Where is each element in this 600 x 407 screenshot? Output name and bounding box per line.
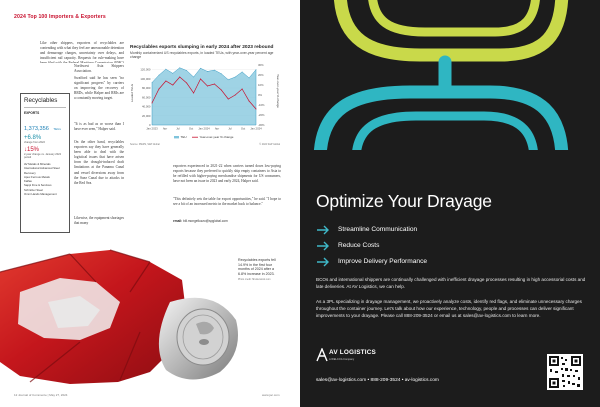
crushed-can-image [0,232,245,392]
y-left-tick-label: 80,000 [141,86,151,91]
chart-credit: © 2024 S&P Global [259,143,280,146]
company-item: Apex Ferrous Metals [24,174,50,179]
chart-source: Source: PIERS, S&P Global [130,143,160,146]
legend-swatch-teu [174,136,179,138]
ad-headline: Optimize Your Drayage [316,191,492,211]
factbox-title: Recyclables [24,97,66,108]
teu-point [172,73,173,74]
teu-point [242,72,243,73]
abstract-swirl-graphic [300,0,600,150]
teu-point [207,71,208,72]
y-left-tick-label: 100,000 [140,76,151,81]
section-tag: 2024 Top 100 Importers & Exporters [14,14,106,20]
benefit-item [316,254,427,270]
legend-pct-label: Year-over-year % change [199,135,234,140]
chart-title: Recyclables exports slumping in early 2024 after 2023 rebound [130,45,274,50]
pct-point [221,90,222,91]
chart-subtitle: Monthly containerized US recyclables exports, in loaded TEUs, with year-over-year percent age change [130,51,274,59]
teu-point [200,68,201,69]
teu-point [193,77,194,78]
company-item: Kalfas [24,179,32,184]
exports-unit: TEUs [53,127,61,131]
benefit-label: Improve Delivery Performance [338,258,428,265]
exports-value: 1,373,356 [24,126,49,132]
ad-body-paragraph-1: BCOs and international shippers are continually challenged with inefficient drayage processes resulting in high accessorial costs and late deliveries. At AV Logistics, we can help. [316,277,586,289]
pct-point [158,89,159,90]
legend-teu-label: TEU [180,135,187,140]
change-1-value: +6.8% [24,135,42,141]
y-left-tick-label: 40,000 [141,104,151,109]
article-paragraph-4: "It is as bad as or worse than I have ever seen," Halper said. [74,122,124,132]
logo-mark-icon [316,348,328,362]
caption-credit: Photo credit: Shutterstock.com [238,278,271,282]
x-tick-label: Apr [162,126,168,131]
benefit-label: Reduce Costs [338,242,380,249]
teu-point [179,67,180,68]
x-tick-label: Jul [228,126,232,131]
arrow-right-icon [316,254,330,270]
pct-point [249,101,250,102]
pct-point [200,79,201,80]
y-left-tick-label: 0 [148,123,151,127]
y-right-tick-label: -30% [258,123,265,127]
y-left-tick-label: 120,000 [140,67,151,72]
page-footer-info: 12 Journal of Commerce | May 27, 2024 [14,393,68,397]
change-1-label: change from 2022 [24,141,45,144]
pct-point [228,99,229,100]
article-paragraph-2: Northwest Asia Shippers Association. [74,64,124,74]
caption-text: Recyclables exports fell 14.9% in the first four months of 2024 after a 6.8% increase in 2023. [238,258,276,276]
teu-point [152,82,153,83]
company-list [24,162,66,196]
pct-point [193,93,194,94]
benefit-list [316,222,427,270]
x-tick-label: Jul [176,126,180,131]
y-left-tick-label: 20,000 [141,113,151,118]
pct-point [186,83,187,84]
pct-point [242,89,243,90]
teu-point [214,70,215,71]
exports-chart [130,45,280,147]
x-tick-label: Jan 2024 [250,126,262,131]
drayage-advertisement [300,0,600,407]
article-paragraph-5: On the other hand, recyclables exporters say they have generally been able to deal with the logistical issues that have arisen from the drought-induced draft limitations at the Panama Canal and vessel diversions away from the Suez Canal due to attacks in the Red Sea. [74,140,124,185]
article-paragraph-7: exporters experienced in 2021-22 when carriers turned down low-paying exports because they preferred to quickly ship empty containers to Asia to be refilled with higher-paying merchandise shipments for US consumers, have not been an issue in 2023 and early 2024, Halper said. [173,164,281,184]
x-tick-label: Jan 2024 [198,126,210,131]
x-tick-label: Oct [240,126,246,131]
y-right-tick-label: -10% [258,103,265,107]
av-logistics-logo [316,346,396,368]
arrow-right-icon [316,238,330,254]
qr-code-icon[interactable] [547,354,583,390]
teu-point [256,69,257,70]
y-right-tick-label: -20% [258,113,265,117]
teu-point [235,77,236,78]
pct-point [256,109,257,110]
pct-point [172,85,173,86]
company-item: Schnitzer Steel [24,187,43,192]
y-left-tick-label: 60,000 [141,95,151,100]
y-right-tick-label: 10% [258,83,264,87]
footer-url[interactable]: www.joc.com [262,393,280,397]
email-label: email: [173,219,183,223]
recyclables-factbox [20,93,70,233]
company-item: AV Metals & Minerals [24,162,51,166]
change-2-label: 2-year change vs. January 2022 period [24,153,62,159]
y-axis-left-label: Loaded TEUs [130,83,134,103]
y-right-tick-label: 30% [258,63,264,67]
exports-figure [24,117,66,135]
image-caption [238,258,282,283]
company-item: International Advanced Steel Recovery [24,166,60,175]
change-2-value: ↓15% [24,147,40,153]
x-tick-label: Apr [214,126,220,131]
benefit-item [316,238,427,254]
contact-line[interactable]: sales@av-logistics.com • 888-209-3524 • av-logistics.com [316,378,439,383]
exports-label: EXPORTS [24,111,40,115]
company-item: Omni Hands Management [24,192,57,197]
email-address[interactable]: bill.mongelluzzo@spglobal.com [183,219,228,223]
pct-point [235,95,236,96]
chart-plot [130,61,280,145]
teu-point [166,69,167,70]
y-axis-right-label: Year-over-year % change [276,74,280,108]
benefit-label: Streamline Communication [338,226,418,233]
pct-point [179,77,180,78]
article-paragraph-6: Likewise, the equipment shortages that many [74,216,124,226]
y-right-tick-label: 20% [258,73,264,77]
article-paragraph-8: "This definitely sets the table for export opportunities," he said. "I hope to see a bit of an increased metric in the market back to balance." [173,197,281,207]
teu-point [221,73,222,74]
pct-point [214,84,215,85]
x-tick-label: Jan 2023 [146,126,158,131]
logo-subtitle: A WELCOA Company [329,358,355,361]
teu-point [249,78,250,79]
y-right-tick-label: 0% [258,93,263,97]
teu-area-series [152,68,256,125]
ad-body-paragraph-2: As a 3PL specializing in drayage management, we proactively analyze costs, identify red flags, and eliminate unnecessary charges throughout the container journey. Let's talk about how our experience, technology, people and processes can deliver significant improvements to your drayage. Please call 888-209-3524 or email us at sales@av-logistics.com to learn more. [316,299,582,318]
teu-point [186,70,187,71]
x-tick-label: Oct [188,126,194,131]
logo-name: AV LOGISTICS [329,349,377,356]
teu-point [228,79,229,80]
pct-point [207,86,208,87]
article-paragraph-3: Swafford said he has seen "no significant progress" by carriers on improving the recovery of RRDs, while Halper and RRIs are a constantly moving target. [74,76,124,101]
author-email [173,219,228,223]
arrow-right-icon [316,222,330,238]
teu-point [159,75,160,76]
article-paragraph-1: Like other shippers, exporters of recyclables are contending with what they feel are unreasonable detention and demurrage charges, uncertainty over delays, and insufficient rail capacity. Requests for rule-making have [40,41,124,61]
pct-point [152,103,153,104]
company-item: Sappi Fine & Services [24,183,52,188]
pct-point [165,81,166,82]
benefit-item [316,222,427,238]
